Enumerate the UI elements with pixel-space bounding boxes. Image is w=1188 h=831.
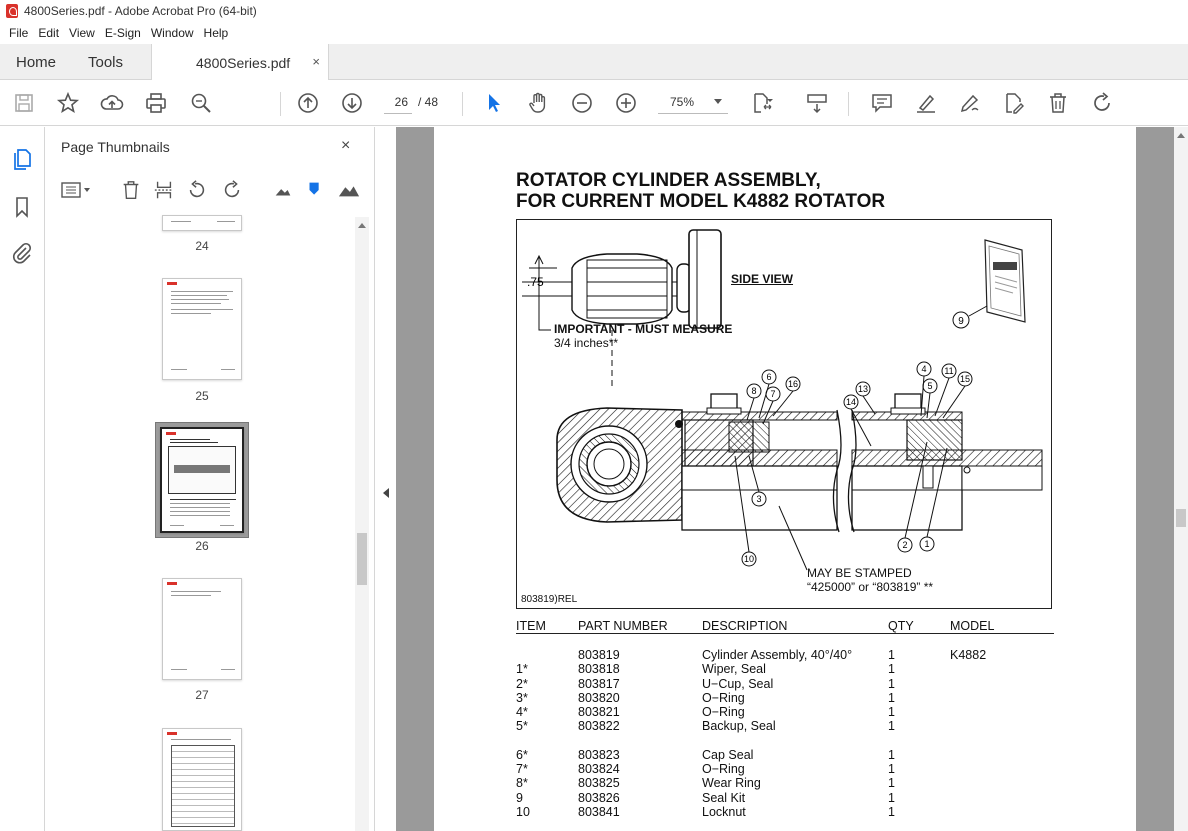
callout-5: 5 [927,381,933,391]
tab-document[interactable] [151,44,329,81]
tab-close-icon[interactable]: × [312,54,320,69]
scroll-mode-icon[interactable] [805,91,829,115]
qty-cell: 1 [888,762,895,777]
sign-pen-icon[interactable] [958,91,982,115]
save-icon[interactable] [12,91,36,115]
upload-cloud-icon[interactable] [100,91,124,115]
page-title [516,170,885,212]
callout-6: 6 [766,372,772,382]
description-cell: Cap Seal [702,747,754,762]
callout-1: 1 [924,539,930,549]
pdf-page [434,127,1136,831]
zoom-search-icon[interactable] [189,91,213,115]
tab-tools[interactable]: Tools [88,53,124,71]
delete-trash-icon[interactable] [1046,91,1070,115]
page-title-line1: ROTATOR CYLINDER ASSEMBLY, [516,170,821,191]
select-cursor-icon[interactable] [482,91,506,115]
header-description: DESCRIPTION [702,619,788,633]
table-row [516,662,1054,676]
item-cell: 1* [516,662,528,677]
thumbnail-page-26 [160,427,244,533]
menu-bar [0,22,1188,44]
callout-4: 4 [921,364,927,374]
item-cell: 7* [516,762,528,777]
header-part-number: PART NUMBER [578,619,668,633]
hand-tool-icon[interactable] [526,91,550,115]
item-cell: 10 [516,804,530,819]
scroll-up-icon[interactable] [1177,133,1185,138]
seal-kit-illustration [953,240,1025,328]
header-qty: QTY [888,619,914,633]
zoom-level-select[interactable] [658,90,728,114]
table-row [516,762,1054,776]
table-row [516,648,1054,662]
qty-cell: 1 [888,690,895,705]
description-cell: O−Ring [702,762,745,777]
header-model: MODEL [950,619,995,633]
window-title: 4800Series.pdf - Adobe Acrobat Pro (64-bit) [24,4,257,18]
thumbnail-size-slider-icon[interactable] [304,179,326,201]
callout-11: 11 [944,366,954,376]
parts-group-1 [516,648,1054,734]
close-panel-icon[interactable]: × [341,137,351,154]
thumbnail-page-27[interactable] [162,578,242,680]
thumbnails-panel [45,127,375,831]
side-view-label: SIDE VIEW [731,272,794,286]
menu-file[interactable]: File [9,26,29,40]
document-scrollbar[interactable] [1174,127,1188,831]
part-number-cell: 803819 [578,648,620,662]
navigation-rail [0,127,45,831]
qty-cell: 1 [888,676,895,691]
callout-2: 2 [902,540,908,550]
callout-3: 3 [756,494,762,504]
item-cell: 2* [516,676,528,691]
thumbnail-page-25[interactable] [162,278,242,380]
thumbnail-size-small-icon[interactable] [272,179,294,201]
description-cell: Seal Kit [702,790,746,805]
page-title-line2: FOR CURRENT MODEL K4882 ROTATOR [516,191,886,212]
acrobat-logo-icon [6,4,18,18]
parts-table [516,619,1054,819]
panel-title: Page Thumbnails [61,139,170,155]
print-icon[interactable] [144,91,168,115]
thumbnail-scrollbar[interactable] [355,217,369,831]
part-number-cell: 803818 [578,662,620,677]
callout-16: 16 [787,379,799,389]
zoom-level-value: 75% [670,95,695,109]
callout-8: 8 [751,386,757,396]
measure-note: 3/4 inches** [554,336,619,350]
qty-cell: 1 [888,662,895,677]
page-number-input[interactable]: 26 [384,90,412,114]
highlight-pen-icon[interactable] [914,91,938,115]
extract-page-icon[interactable] [153,179,175,201]
thumbnail-size-large-icon[interactable] [337,179,359,201]
menu-edit[interactable]: Edit [38,26,60,40]
callout-13: 13 [857,384,869,394]
comment-icon[interactable] [870,91,894,115]
bookmark-icon[interactable] [10,195,34,219]
part-number-cell: 803825 [578,776,620,791]
item-cell: 3* [516,690,528,705]
qty-cell: 1 [888,790,895,805]
description-cell: Backup, Seal [702,719,776,734]
description-cell: Wiper, Seal [702,662,766,677]
tab-home[interactable]: Home [16,53,57,71]
table-row [516,748,1054,762]
zoom-out-icon[interactable] [570,91,594,115]
rotate-clockwise-icon[interactable] [221,179,243,201]
item-cell: 9 [516,790,523,805]
cylinder-cross-section [557,394,1042,532]
callout-9: 9 [958,316,964,327]
thumbnail-label: 25 [195,389,209,403]
qty-cell: 1 [888,719,895,734]
title-bar [0,0,1188,22]
menu-window[interactable]: Window [150,26,194,40]
stamped-note-line1: MAY BE STAMPED [807,566,912,580]
qty-cell: 1 [888,804,895,819]
stamped-note-line2: “425000” or “803819” ** [807,580,934,594]
toolbar-separator [280,92,281,116]
callout-15: 15 [959,374,971,384]
thumbnail-label: 26 [195,539,209,553]
part-number-cell: 803822 [578,719,620,734]
menu-help[interactable]: Help [203,26,229,40]
toolbar-separator [462,92,463,116]
part-number-cell: 803820 [578,690,620,705]
scrollbar-thumb[interactable] [1176,509,1186,527]
thumbnail-label: 24 [195,239,209,253]
thumbnail-options-icon[interactable] [61,179,91,201]
parts-table-header [516,619,1054,634]
scroll-up-icon[interactable] [358,223,366,228]
callout-14: 14 [845,397,857,407]
description-cell: U−Cup, Seal [702,676,774,691]
description-cell: Wear Ring [702,776,761,791]
drawing-reference: 803819)REL [521,594,578,605]
next-page-icon[interactable] [340,91,364,115]
thumbnail-page-26-selected[interactable] [155,422,249,538]
menu-esign[interactable]: E-Sign [104,26,141,40]
rotate-counterclockwise-icon[interactable] [186,179,208,201]
zoom-in-icon[interactable] [614,91,638,115]
table-row [516,705,1054,719]
qty-cell: 1 [888,747,895,762]
item-cell: 6* [516,747,528,762]
attachment-paperclip-icon[interactable] [10,241,34,265]
description-cell: O−Ring [702,690,745,705]
callout-10: 10 [743,554,755,564]
item-cell: 8* [516,776,528,791]
page-thumbnails-icon[interactable] [10,147,34,171]
part-number-cell: 803823 [578,747,620,762]
header-item: ITEM [516,619,546,633]
callout-7: 7 [770,389,776,399]
table-row [516,791,1054,805]
main-toolbar [0,80,1188,126]
table-row [516,719,1054,733]
part-number-cell: 803826 [578,790,620,805]
parts-group-2 [516,748,1054,819]
dimension-label: .75 [527,275,544,289]
assembly-drawing [516,219,1052,609]
menu-view[interactable]: View [69,26,95,40]
star-icon[interactable] [56,91,80,115]
table-row [516,805,1054,819]
side-view-rod-end [522,230,721,390]
thumbnail-label: 27 [195,688,209,702]
part-number-cell: 803817 [578,676,620,691]
edit-pdf-icon[interactable] [1002,91,1026,115]
qty-cell: 1 [888,705,895,720]
item-cell: 5* [516,719,528,734]
thumbnail-page-28[interactable] [162,728,242,831]
qty-cell: 1 [888,776,895,791]
chevron-down-icon [714,99,722,104]
delete-page-icon[interactable] [120,179,142,201]
part-number-cell: 803821 [578,705,620,720]
panel-collapse-gutter[interactable] [376,127,396,831]
description-cell: Locknut [702,804,746,819]
rotate-icon[interactable] [1090,91,1114,115]
important-note: IMPORTANT - MUST MEASURE [554,322,733,336]
tab-document-label: 4800Series.pdf [196,54,291,71]
description-cell: Cylinder Assembly, 40°/40° [702,648,853,662]
thumbnail-toolbar [45,171,375,207]
part-number-cell: 803841 [578,804,620,819]
table-row [516,776,1054,790]
previous-page-icon[interactable] [296,91,320,115]
page-fit-icon[interactable] [750,91,774,115]
model-cell: K4882 [950,648,987,662]
table-row [516,677,1054,691]
scrollbar-thumb[interactable] [357,533,367,585]
thumbnail-page-24[interactable] [162,215,242,231]
page-total: / 48 [418,95,439,109]
table-row [516,691,1054,705]
description-cell: O−Ring [702,705,745,720]
collapse-panel-arrow-icon[interactable] [383,488,389,498]
item-cell: 4* [516,705,528,720]
part-number-cell: 803824 [578,762,620,777]
toolbar-separator [848,92,849,116]
qty-cell: 1 [888,648,895,662]
tab-bar [0,44,1188,80]
